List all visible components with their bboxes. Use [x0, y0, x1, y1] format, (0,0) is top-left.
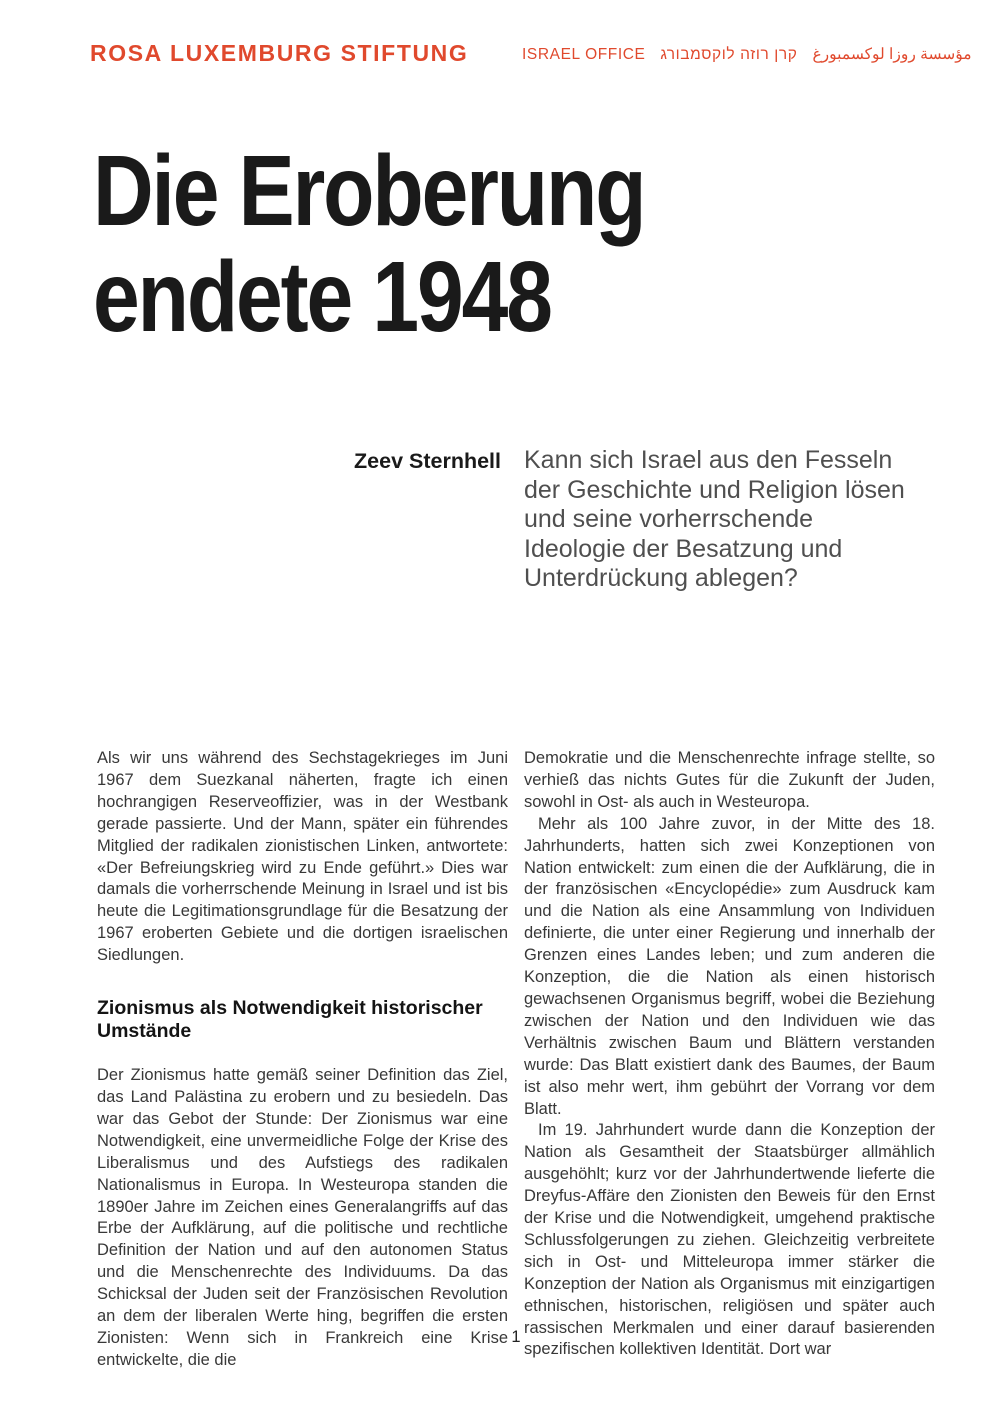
- author-name: Zeev Sternhell: [354, 449, 501, 473]
- brand-logo: ROSA LUXEMBURG STIFTUNG: [90, 40, 469, 66]
- page-number: 1: [511, 1328, 521, 1346]
- article-title-line-1: Die Eroberung: [93, 135, 645, 247]
- masthead: [90, 40, 972, 66]
- body-paragraph: Als wir uns während des Sechstagekrieges im Juni 1967 dem Suezkanal näherten, fragte ich einen hochrangigen Reserveoffizier, was in der Westbank gerade passierte. Und der Mann, später ein führendes Mitglied der radikalen zionistischen Linken, antwortete: «Der Befreiungskrieg wird zu Ende geführt.» Dies war damals die vorherrschende Meinung in Israel und ist bis heute die Legitimationsgrundlage für die Besatzung der 1967 eroberten Gebiete und die dortigen israelischen Siedlungen.: [97, 749, 508, 965]
- left-column: [97, 748, 508, 1372]
- article-title-line-2: endete 1948: [93, 241, 551, 353]
- right-column: [524, 748, 935, 1372]
- body-paragraph: Mehr als 100 Jahre zuvor, in der Mitte des 18. Jahrhunderts, hatten sich zwei Konzeptionen von Nation entwickelt: zum einen die der Aufklärung, die in der französischen «Encyclopédie» zum Ausdruck kam und die Nation als eine Ansammlung von Individuen definierte, die unter einer Regierung und innerhalb der Grenzen eines Landes leben; und zum anderen die Konzeption, die die Nation als einen historisch gewachsenen Organismus begriff, wobei die Beziehung zwischen der Nation und den Individuen wie das Verhältnis zwischen Baum und Blättern verstanden wurde: Das Blatt existiert dank des Baumes, der Baum ist also mehr wert, ihm gebührt der Vorrang vor dem Blatt.: [524, 814, 935, 1118]
- subtitle-question: Kann sich Israel aus den Fesseln der Geschichte und Religion lösen und seine vorherrschende Ideologie der Besatzung und Unterdrückung ablegen?: [524, 446, 905, 592]
- office-line: [522, 45, 972, 64]
- article-title: [93, 135, 645, 353]
- office-label-arabic: مؤسسة روزا لوكسمبورغ: [812, 46, 972, 63]
- body-paragraph: Im 19. Jahrhundert wurde dann die Konzeption der Nation als Gesamtheit der Staatsbürger allmählich ausgehöhlt; kurz vor der Jahrhundertwende lieferte die Dreyfus-Affäre den Zionisten den Beweis für den Ernst der Krise und die Notwendigkeit, umgehend praktische Schlussfolgerungen zu ziehen. Gleichzeitig verbreitete sich in Ost- und Mitteleuropa immer stärker die Konzeption der Nation als Organismus mit einzigartigen ethnischen, historischen, religiösen und später auch rassischen Merkmalen und einer darauf basierenden spezifischen kollektiven Identität. Dort war: [524, 1121, 935, 1359]
- section-heading: Zionismus als Notwendigkeit historischer Umstände: [97, 997, 483, 1043]
- office-label-hebrew: קרן רוזה לוקסמבורג: [660, 46, 798, 63]
- body-paragraph: Demokratie und die Menschenrechte infrage stellte, so verhieß das nichts Gutes für die Zukunft der Juden, sowohl in Ost- als auch in Westeuropa.: [524, 749, 935, 811]
- article-body: [97, 748, 935, 1372]
- byline: [97, 446, 916, 594]
- body-paragraph: Der Zionismus hatte gemäß seiner Definition das Ziel, das Land Palästina zu erobern und zu besiedeln. Das war das Gebot der Stunde: Der Zionismus war eine Notwendigkeit, eine unvermeidliche Folge der Krise des Liberalismus und des Aufstiegs des radikalen Nationalismus in Europa. In Westeuropa standen die 1890er Jahre im Zeichen eines Generalangriffs auf das Erbe der Aufklärung, auf die politische und rechtliche Definition der Nation und auf den autonomen Status und die Menschenrechte des Individuums. Da das Schicksal der Juden seit der Französischen Revolution an dem der liberalen Werte hing, begriffen die ersten Zionisten: Wenn sich in Frankreich eine Krise entwickelte, die die: [97, 1066, 508, 1369]
- office-label: ISRAEL OFFICE: [522, 46, 646, 63]
